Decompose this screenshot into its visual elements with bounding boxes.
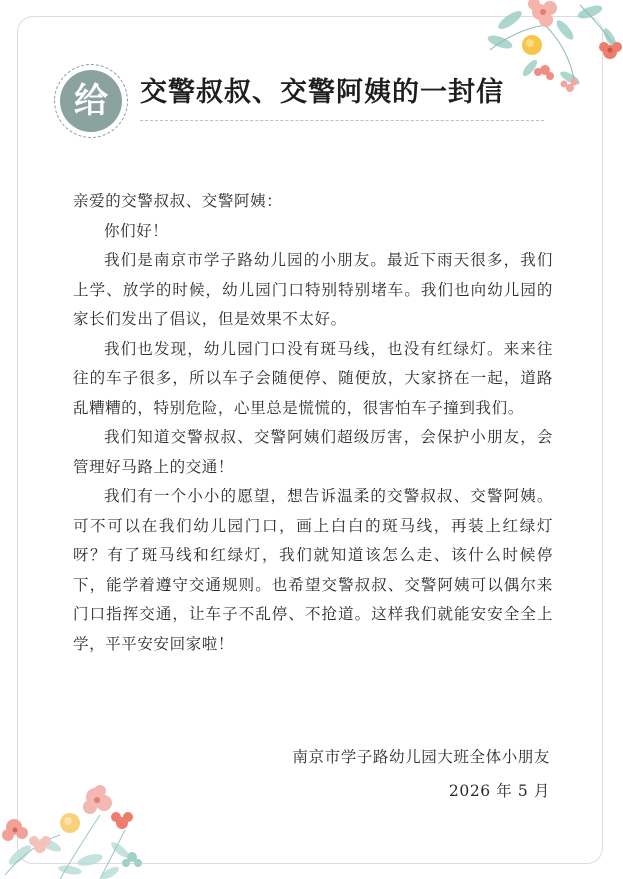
floral-decoration-bottom-left-icon <box>0 775 150 879</box>
letter-body <box>73 187 553 659</box>
title-divider <box>140 120 544 121</box>
signature: 南京市学子路幼儿园大班全体小朋友 <box>292 748 550 766</box>
paragraph-problem: 我们也发现，幼儿园门口没有斑马线，也没有红绿灯。来来往往的车子很多，所以车子会随便停、随便放，大家挤在一起，道路乱糟糟的，特别危险，心里总是慌慌的，很害怕车子撞到我们。 <box>73 339 553 417</box>
badge: 给 <box>60 70 122 132</box>
paragraph-greeting: 你们好！ <box>104 221 169 240</box>
page-title: 交警叔叔、交警阿姨的一封信 <box>140 77 504 108</box>
paragraph-trust: 我们知道交警叔叔、交警阿姨们超级厉害，会保护小朋友，会管理好马路上的交通！ <box>73 428 553 476</box>
paragraph-intro: 我们是南京市学子路幼儿园的小朋友。最近下雨天很多，我们上学、放学的时候，幼儿园门口特别特别堵车。我们也向幼儿园的家长们发出了倡议，但是效果不太好。 <box>73 251 553 328</box>
letter-date: 2026 年 5 月 <box>448 782 550 800</box>
paragraph-wish: 我们有一个小小的愿望，想告诉温柔的交警叔叔、交警阿姨。可不可以在我们幼儿园门口，画上白白的斑马线，再装上红绿灯呀？有了斑马线和红绿灯，我们就知道该怎么走、该什么时候停下，能学着遵守交通规则。也希望交警叔叔、交警阿姨可以偶尔来门口指挥交通，让车子不乱停、不抢道。这样我们就能安安全全上学，平平安安回家啦！ <box>73 487 553 653</box>
salutation: 亲爱的交警叔叔、交警阿姨： <box>73 192 283 210</box>
